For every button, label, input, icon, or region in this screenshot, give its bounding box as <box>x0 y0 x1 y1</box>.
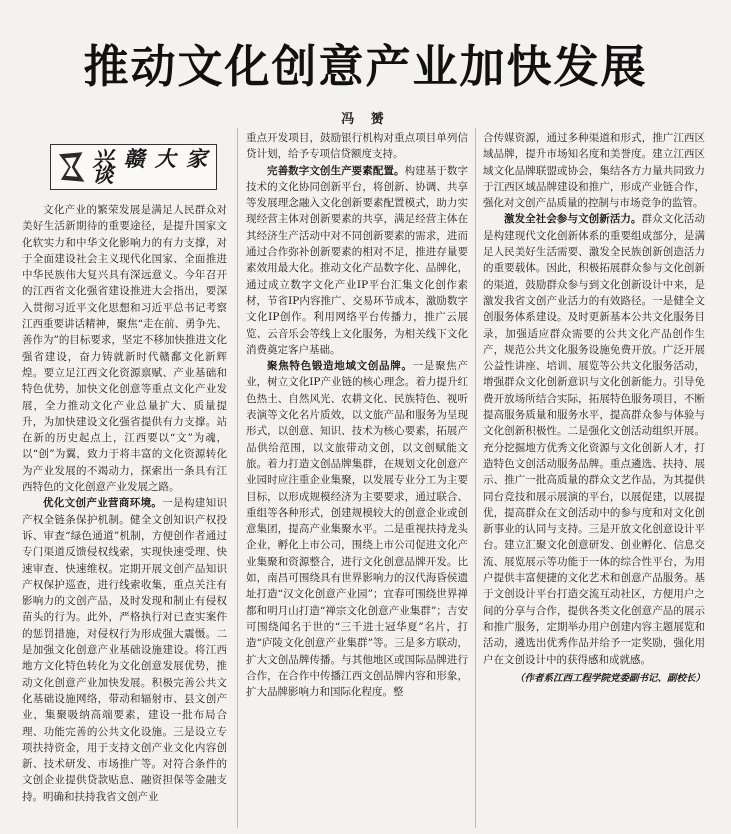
article-column-2 <box>246 130 468 830</box>
article-column-3 <box>483 130 705 830</box>
column-divider-2 <box>475 128 476 828</box>
paragraph <box>22 495 227 805</box>
paragraph-text: 一是构建知识产权全链条保护机制。健全文创知识产权投诉、审查“绿色通道”机制，方便创作者通过专门渠道反馈侵权线索，实现快速受理、快速审查、快速维权。定期开展文创产品知识产权保护巡查，进行线索收集，重点关注有影响力的文创产品，及时发现和制止有侵权苗头的行为。此外，严格执行对已查实案件的惩罚措施，对侵权行为形成强大震慑。二是加强文化创意产业基础设施建设。将江西地方文化特色转化为文化创意发展优势，推动文化创意产业加快发展。积极完善公共文化基础设施网络，带动和辐射市、县文创产业，集聚吸纳高端要素，建设一批布局合理、功能完善的公共文化设施。三是设立专项扶持资金，用于支持文创产业文化内容创新、技术研发、市场推广等。对符合条件的文创企业提供贷款贴息、融资担保等金融支持。明确和扶持我省文创产业 <box>22 497 227 803</box>
brush-mark-icon <box>57 150 86 184</box>
byline: 冯 赟 <box>341 112 390 127</box>
section-lead: 优化文创产业营商环境。 <box>43 497 163 510</box>
headline: 推动文化创意产业加快发展 <box>83 40 648 93</box>
article-column-1 <box>22 128 227 828</box>
section-lead: 聚焦特色锻造地域文创品牌。 <box>267 360 413 373</box>
section-lead: 激发全社会参与文创新活力。 <box>504 213 642 226</box>
section-lead: 完善数字文创生产要素配置。 <box>267 164 405 177</box>
paragraph <box>483 211 705 667</box>
paragraph-text: 一是聚焦产业，树立文化IP产业链的核心理念。着力提升红色热土、自然风光、农耕文化、民族特色、视听表演等文化名片质效，以文旅产品和服务为呈现形式，以创意、知识、技术为核心要素，拓展产品供给范围，以文旅带动文创，以文创赋能文旅。着力打造文创品牌集群，在规划文化创意产业园时应注重企业集聚，以发展专业分工为主要目标，以形成规模经济为主要要求，通过联合、重组等各种形式，创建规模较大的创意企业或创意集团，提高产业集聚水平。二是重视扶持龙头企业，孵化上市公司，围绕上市公司促进文化产业集聚和资源整合，进行文化创意品牌开发。比如，南昌可围绕具有世界影响力的汉代海昏侯遗址打造“汉文化创意产业园”；宜春可围绕世界禅都和明月山打造“禅宗文化创意产业集群”；吉安可围绕闻名于世的“三千进士冠华夏”名片，打造“庐陵文化创意产业集群”等。三是多方联动，扩大文创品牌传播。与其他地区或国际品牌进行合作，在合作中传播江西文创品牌内容和形象，扩大品牌影响力和国际化程度。整 <box>246 360 468 699</box>
column-divider-1 <box>237 128 238 828</box>
column-name: 兴赣大家谈 <box>92 145 210 187</box>
paragraph <box>246 163 468 359</box>
paragraph-text: 构建基于数字技术的文化协同创新平台，将创新、协调、共享等发展理念融入文化创新要素配置模式，助力实现经营主体对创新要素的共享，满足经营主体在其经济生产活动中对不同创新要素的需求，进而通过合作弥补创新要素的相对不足，推进存量要素效用最大化。推动文化产品数字化、品牌化，通过成立数字文化产业IP平台汇集文化创作素材，节省IP内容推广、交易环节成本，激励数字文化IP创作。利用网络平台传播力，推广云展览、云音乐会等线上文化服务，为相关线下文化消费奠定客户基础。 <box>246 164 468 356</box>
column-logo <box>50 144 217 190</box>
paragraph: 重点开发项目，鼓励银行机构对重点项目单列信贷计划，给予专项信贷额度支持。 <box>246 132 468 161</box>
paragraph-text: 群众文化活动是构建现代文化创新体系的重要组成部分，是满足人民美好生活需要、激发全民族创新创造活力的重要载体。因此，积极拓展群众参与文化创新的渠道，鼓励群众参与到文化创新设计中来，是激发我省文创产业活力的有效路径。一是健全文创服务体系建设。及时更新基本公共文化服务目录，加强适应群众需要的公共文化产品创作生产，规范公共文化服务设施免费开放。广泛开展公益性讲座、培训、展览等公共文化服务活动，增强群众文化创新意识与文化创新能力。引导免费开放场所结合实际，拓展特色服务项目，不断提高服务质量和服务水平，提高群众参与体验与文化创新积极性。二是强化文创活动组织开展。充分挖掘地方优秀文化资源与文化创新人才，打造特色文创活动服务品牌。重点遴选、扶持、展示、推广一批高质量的群众文艺作品，为其提供同台竞技和展示展演的平台，以展促建，以展提优，提高群众在文创活动中的参与度和对文化创新事业的认同与支持。三是开放文化创意设计平台。建立汇聚文化创意研发、创业孵化、信息交流、展览展示等功能于一体的综合性平台，为用户提供丰富便捷的文化艺术和创意产品服务。基于文创设计平台打造交流互动社区，方便用户之间的分享与合作，提供各类文化创意产品的展示和推广服务，定期举办用户创建内容主题展览和活动，遴选出优秀作品并给予一定奖励，强化用户在文创设计中的获得感和成就感。 <box>483 213 705 666</box>
paragraph <box>246 358 468 700</box>
paragraph: 合传媒资源，通过多种渠道和形式，推广江西区域品牌，提升市场知名度和美誉度。建立江西区域文化品牌联盟或协会，集结各方力量共同致力于江西区域品牌建设和推广，形成产业链合作，强化对文创产品质量的控制与市场竞争的监管。 <box>483 132 705 210</box>
author-note: （作者系江西工程学院党委副书记、副校长） <box>514 672 705 684</box>
paragraph: 文化产业的繁荣发展是满足人民群众对美好生活新期待的重要途径，是提升国家文化软实力和中华文化影响力的有力支撑，对于全面建设社会主义现代化国家、全面推进中华民族伟大复兴具有深远意义。今年召开的江西省文化强省建设推进大会指出，要深入贯彻习近平文化思想和习近平总书记考察江西重要讲话精神，聚焦“走在前、勇争先、善作为”的目标要求，坚定不移加快推进文化强省建设，奋力铸就新时代赣鄱文化新辉煌。要立足江西文化资源禀赋、产业基础和特色优势，加快文化创意等重点文化产业发展，全力推动文化产业总量扩大、质量提升，为加快建设文化强省提供有力支撑。站在新的历史起点上，江西要以“文”为魂，以“创”为翼，致力于将丰富的文化资源转化为产业发展的不竭动力，探索出一条具有江西特色的文化创意产业发展之路。 <box>22 204 227 494</box>
